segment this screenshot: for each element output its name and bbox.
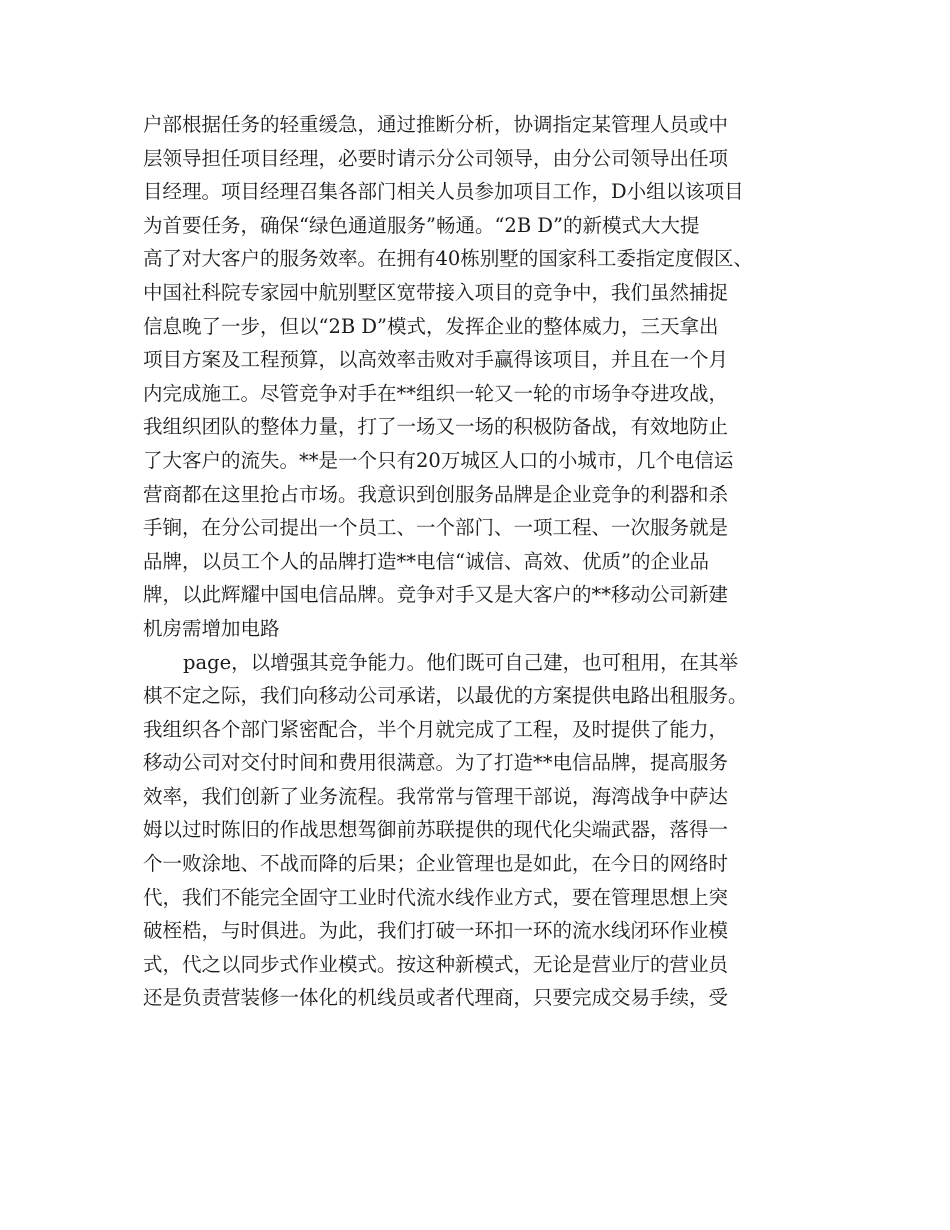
text-line: 目经理。项目经理召集各部门相关人员参加项目工作，D小组以该项目 bbox=[143, 180, 744, 204]
text-line: 内完成施工。尽管竞争对手在**组织一轮又一轮的市场争夺进攻战， bbox=[143, 381, 729, 405]
text-line: 效率，我们创新了业务流程。我常常与管理干部说，海湾战争中萨达 bbox=[143, 784, 729, 808]
text-line: 机房需增加电路 bbox=[143, 616, 280, 640]
text-line: 信息晚了一步，但以“2B D”模式，发挥企业的整体威力，三天拿出 bbox=[143, 314, 719, 338]
paragraph-2 bbox=[143, 646, 823, 1016]
text-line: 姆以过时陈旧的作战思想驾御前苏联提供的现代化尖端武器，落得一 bbox=[143, 818, 729, 842]
text-line: 户部根据任务的轻重缓急，通过推断分析，协调指定某管理人员或中 bbox=[143, 113, 729, 136]
text-line: 移动公司对交付时间和费用很满意。为了打造**电信品牌，提高服务 bbox=[143, 751, 729, 775]
document-body bbox=[143, 108, 823, 1015]
text-line: 棋不定之际，我们向移动公司承诺，以最优的方案提供电路出租服务。 bbox=[143, 684, 748, 708]
text-line: 为首要任务，确保“绿色通道服务”畅通。“2B D”的新模式大大提 bbox=[143, 213, 700, 237]
text-line: 层领导担任项目经理，必要时请示分公司领导，由分公司领导出任项 bbox=[143, 146, 729, 170]
text-line: 还是负责营装修一体化的机线员或者代理商，只要完成交易手续，受 bbox=[143, 986, 729, 1010]
text-line: 牌，以此辉耀中国电信品牌。竞争对手又是大客户的**移动公司新建 bbox=[143, 583, 729, 607]
text-line: 我组织各个部门紧密配合，半个月就完成了工程，及时提供了能力， bbox=[143, 717, 729, 741]
text-line: 品牌，以员工个人的品牌打造**电信“诚信、高效、优质”的企业品 bbox=[143, 549, 709, 573]
text-line: 营商都在这里抢占市场。我意识到创服务品牌是企业竞争的利器和杀 bbox=[143, 482, 729, 506]
paragraph-1 bbox=[143, 108, 823, 646]
text-line: 个一败涂地、不战而降的后果；企业管理也是如此，在今日的网络时 bbox=[143, 852, 729, 876]
text-line: 中国社科院专家园中航别墅区宽带接入项目的竞争中，我们虽然捕捉 bbox=[143, 280, 729, 304]
text-line: 高了对大客户的服务效率。在拥有40栋别墅的国家科工委指定度假区、 bbox=[143, 247, 753, 271]
text-line: 手锏，在分公司提出一个员工、一个部门、一项工程、一次服务就是 bbox=[143, 516, 729, 540]
text-line: 了大客户的流失。**是一个只有20万城区人口的小城市，几个电信运 bbox=[143, 448, 734, 472]
text-line: 我组织团队的整体力量，打了一场又一场的积极防备战，有效地防止 bbox=[143, 415, 729, 439]
text-line: 项目方案及工程预算，以高效率击败对手赢得该项目，并且在一个月 bbox=[143, 348, 729, 372]
text-line: 式，代之以同步式作业模式。按这种新模式，无论是营业厅的营业员 bbox=[143, 952, 729, 976]
text-line: 破桎梏，与时俱进。为此，我们打破一环扣一环的流水线闭环作业模 bbox=[143, 919, 729, 943]
text-line: 代，我们不能完全固守工业时代流水线作业方式，要在管理思想上突 bbox=[143, 885, 729, 909]
text-line: page，以增强其竞争能力。他们既可自己建，也可租用，在其举 bbox=[183, 650, 739, 674]
